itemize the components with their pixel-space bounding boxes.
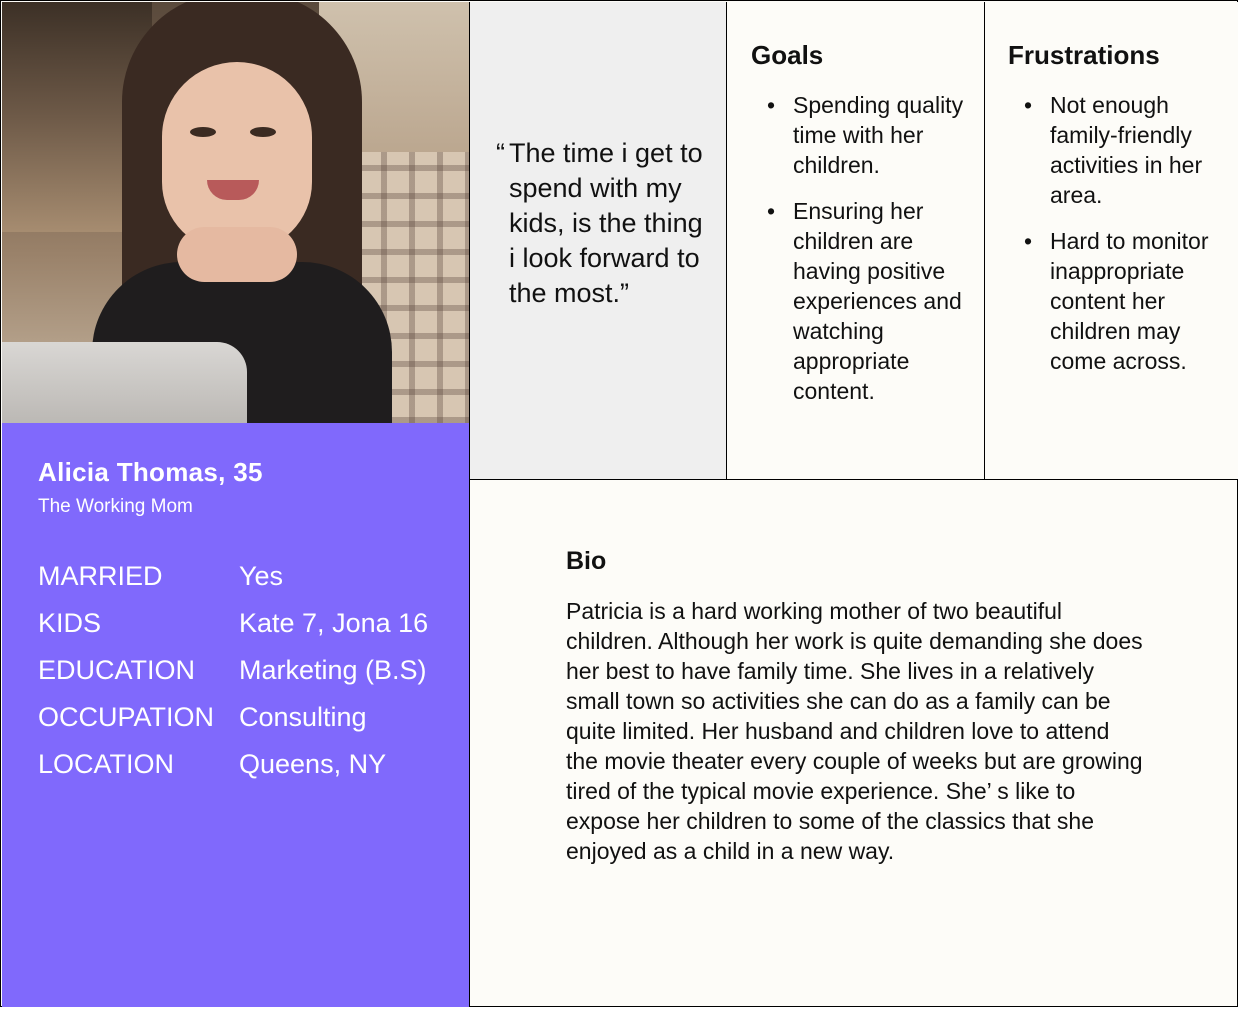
fact-value: Yes bbox=[239, 561, 284, 591]
persona-name: Alicia Thomas, 35 bbox=[38, 457, 263, 487]
bio-title: Bio bbox=[566, 547, 607, 575]
frustration-text: Not enough family-friendly activities in her area. bbox=[1050, 92, 1203, 208]
list-item bbox=[1008, 90, 1236, 210]
fact-value: Consulting bbox=[239, 702, 367, 732]
bio-text: Patricia is a hard working mother of two beautiful children. Although her work is quite demanding she does her best to have family time. She lives in a relatively small town so activities she can do as a family can be quite limited. Her husband and children love to attend the movie theater every couple of weeks but are growing tired of the typical movie experience. She’ s like to expose her children to some of the classics that she enjoyed as a child in a new way. bbox=[566, 598, 1143, 864]
bullet-icon: • bbox=[767, 92, 776, 118]
frustration-text: Hard to monitor inappropriate content her children may come across. bbox=[1050, 228, 1209, 374]
divider bbox=[469, 2, 470, 1007]
fact-label: EDUCATION bbox=[38, 655, 196, 685]
goals-title: Goals bbox=[751, 40, 824, 70]
divider bbox=[470, 479, 1238, 480]
profile-panel bbox=[2, 423, 469, 1007]
goals-list bbox=[751, 90, 976, 422]
persona-quote bbox=[496, 136, 716, 311]
bullet-icon: • bbox=[1024, 92, 1033, 118]
quote-open-mark: “ bbox=[496, 138, 505, 168]
divider bbox=[726, 2, 727, 479]
goal-text: Ensuring her children are having positive experiences and watching appropriate content. bbox=[793, 198, 962, 404]
quote-text: The time i get to spend with my kids, is the thing i look forward to the most.” bbox=[509, 138, 703, 308]
goal-text: Spending quality time with her children. bbox=[793, 92, 964, 178]
persona-photo bbox=[2, 2, 469, 423]
frustrations-list bbox=[1008, 90, 1236, 392]
fact-value: Kate 7, Jona 16 bbox=[239, 608, 429, 638]
bullet-icon: • bbox=[1024, 228, 1033, 254]
fact-label: LOCATION bbox=[38, 749, 175, 779]
persona-tagline: The Working Mom bbox=[38, 496, 193, 517]
frustrations-title: Frustrations bbox=[1008, 40, 1160, 70]
list-item bbox=[751, 196, 976, 406]
fact-value: Marketing (B.S) bbox=[239, 655, 427, 685]
fact-label: OCCUPATION bbox=[38, 702, 215, 732]
divider bbox=[984, 2, 985, 479]
fact-label: KIDS bbox=[38, 608, 102, 638]
list-item bbox=[1008, 226, 1236, 376]
fact-label: MARRIED bbox=[38, 561, 163, 591]
list-item bbox=[751, 90, 976, 180]
frustrations-cell bbox=[985, 2, 1238, 479]
goals-cell bbox=[727, 2, 984, 479]
quote-cell bbox=[470, 2, 726, 479]
bullet-icon: • bbox=[767, 198, 776, 224]
fact-value: Queens, NY bbox=[239, 749, 387, 779]
